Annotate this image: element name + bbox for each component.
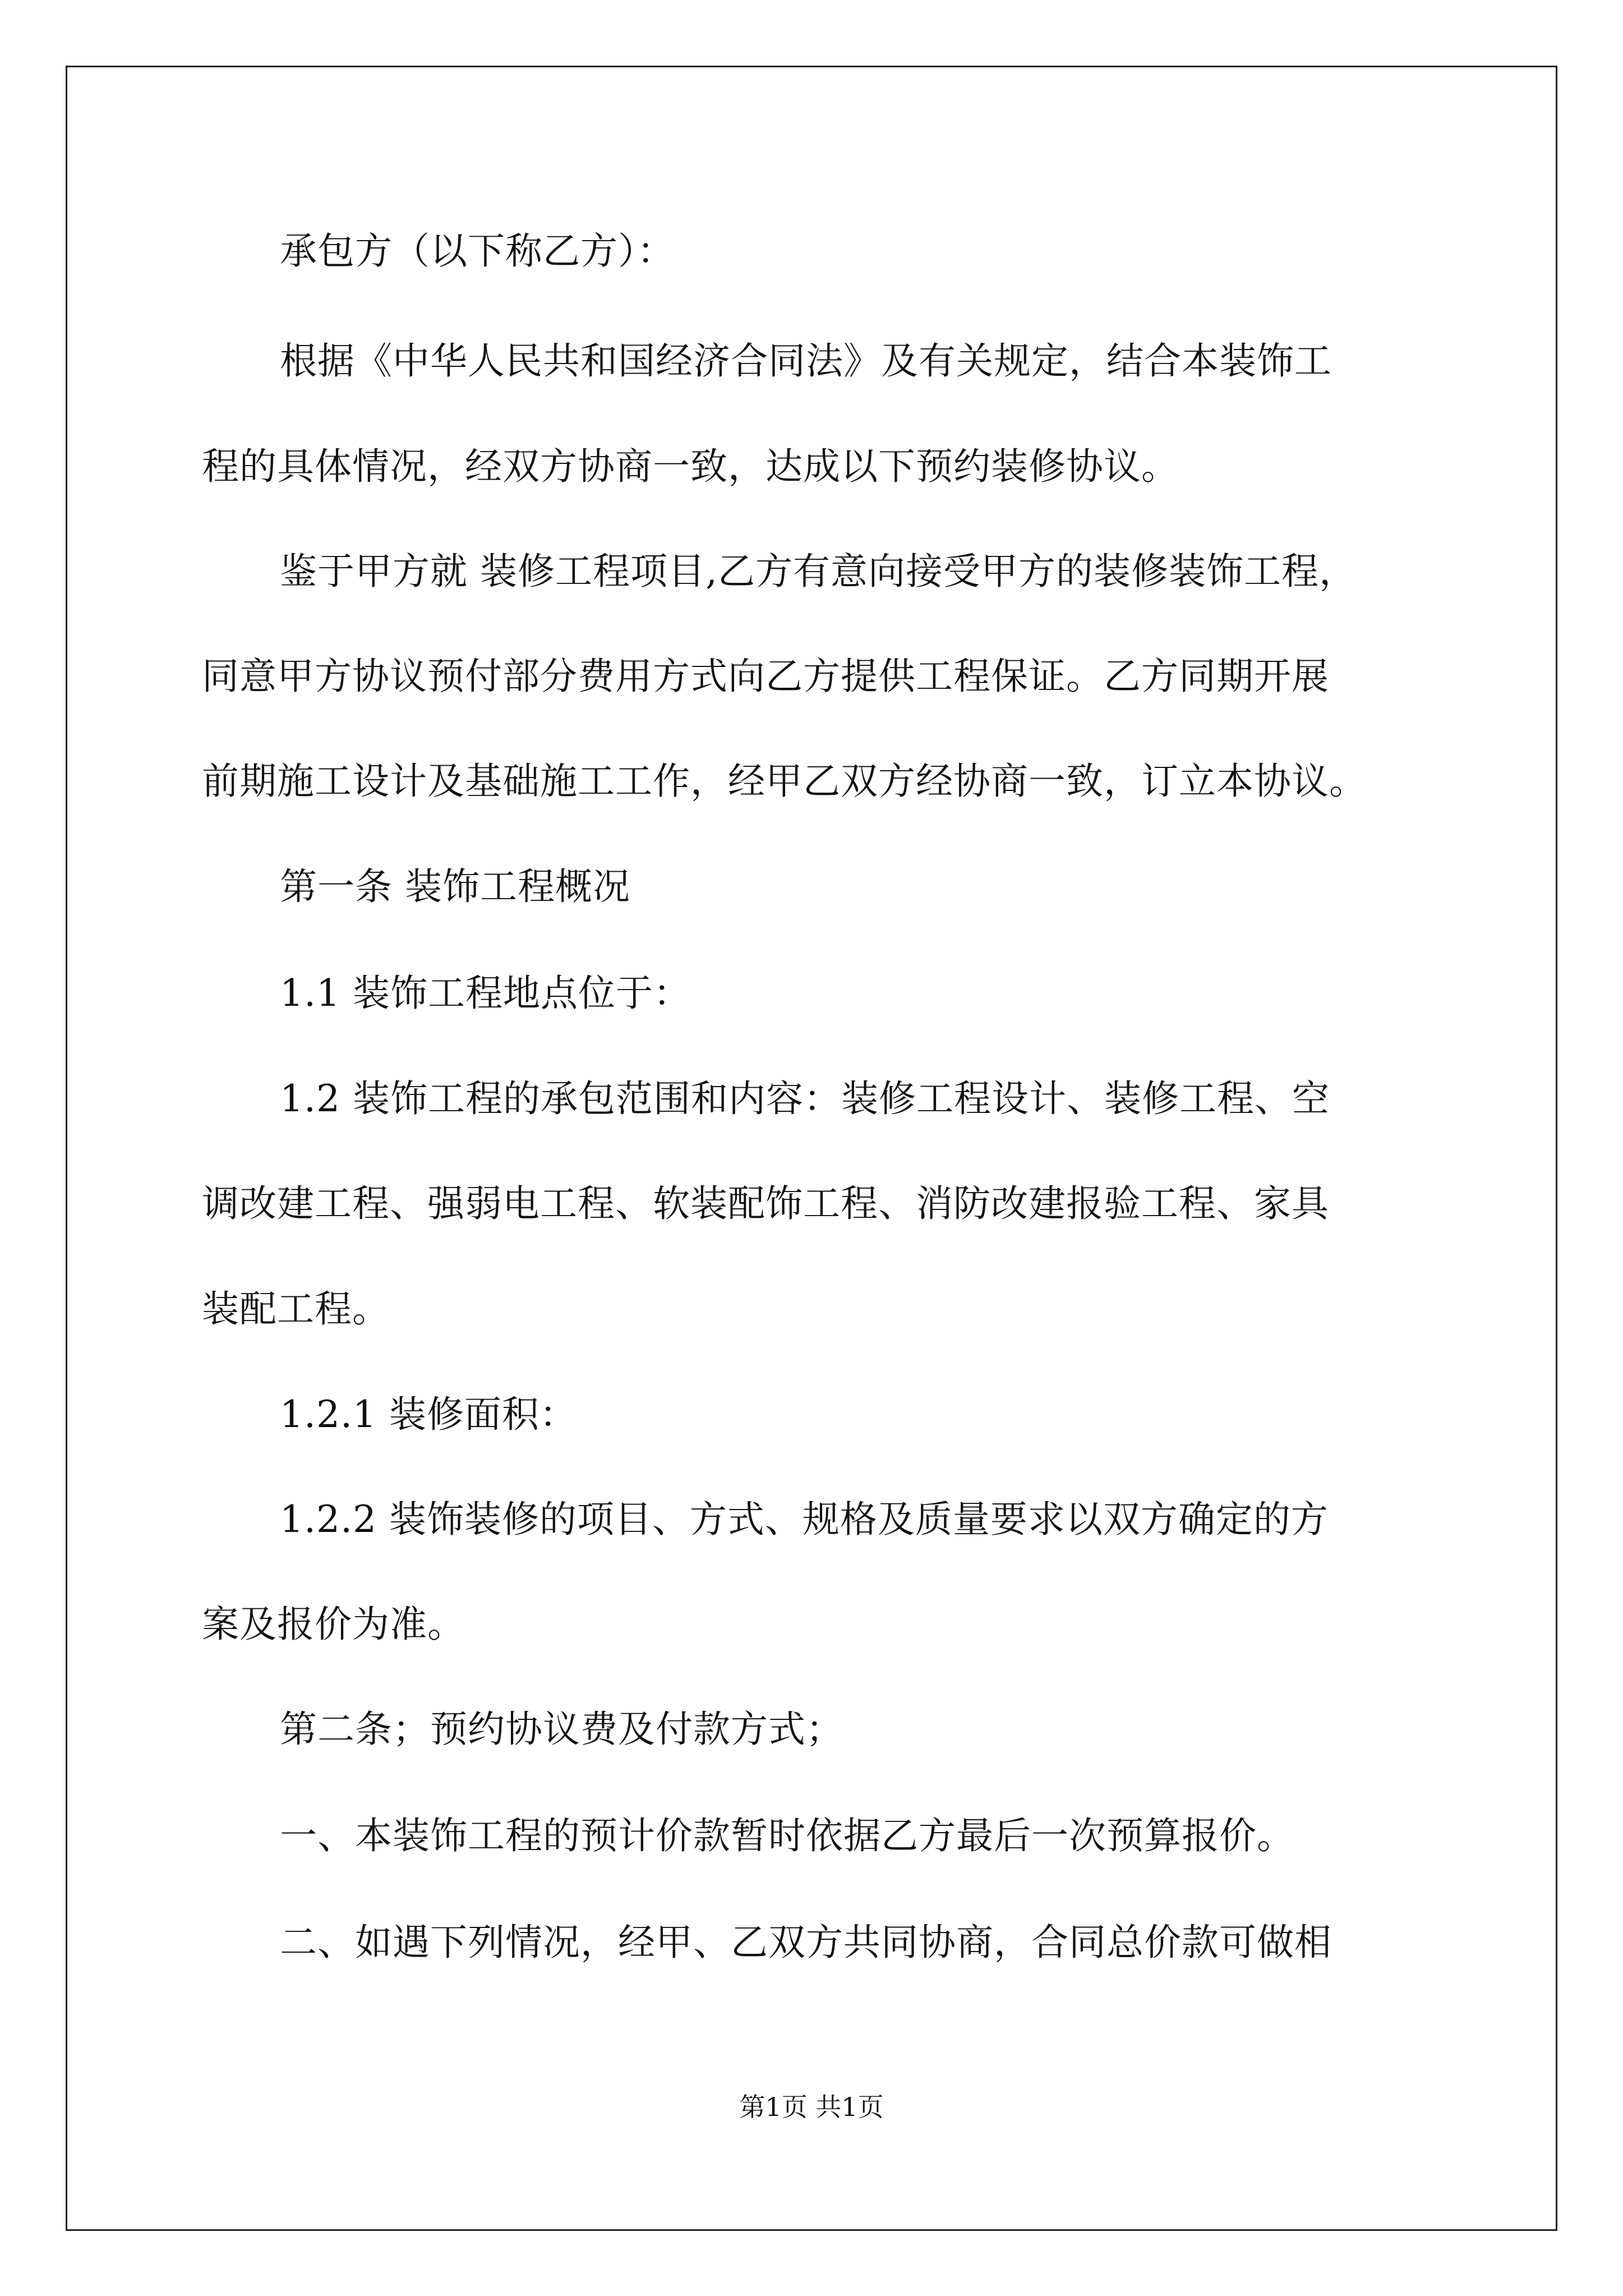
text-line-12: 1.2.1 装修面积： (280, 1393, 577, 1436)
text-line-10: 调改建工程、强弱电工程、软装配饰工程、消防改建报验工程、家具 (202, 1182, 1329, 1225)
text-line-7: 第一条 装饰工程概况 (280, 865, 630, 908)
text-line-15: 第二条；预约协议费及付款方式； (280, 1708, 843, 1751)
text-line-4: 鉴于甲方就 装修工程项目,乙方有意向接受甲方的装修装饰工程， (280, 550, 1357, 593)
text-line-6: 前期施工设计及基础施工工作，经甲乙双方经协商一致，订立本协议。 (202, 760, 1367, 803)
page-number-footer: 第1页 共1页 (739, 2092, 884, 2122)
text-line-13: 1.2.2 装饰装修的项目、方式、规格及质量要求以双方确定的方 (280, 1498, 1329, 1541)
text-line-1: 承包方（以下称乙方）： (280, 229, 675, 273)
text-line-9: 1.2 装饰工程的承包范围和内容：装修工程设计、装修工程、空 (280, 1077, 1330, 1120)
text-line-8: 1.1 装饰工程地点位于： (280, 972, 691, 1015)
text-line-11: 装配工程。 (202, 1287, 390, 1331)
text-line-2: 根据《中华人民共和国经济合同法》及有关规定，结合本装饰工 (280, 339, 1332, 383)
page-border (66, 66, 1557, 2231)
text-line-14: 案及报价为准。 (202, 1603, 465, 1646)
text-line-17: 二、如遇下列情况，经甲、乙双方共同协商，合同总价款可做相 (280, 1921, 1332, 1964)
text-line-16: 一、本装饰工程的预计价款暂时依据乙方最后一次预算报价。 (280, 1814, 1294, 1857)
text-line-5: 同意甲方协议预付部分费用方式向乙方提供工程保证。乙方同期开展 (202, 655, 1329, 698)
text-line-3: 程的具体情况，经双方协商一致，达成以下预约装修协议。 (202, 445, 1179, 488)
